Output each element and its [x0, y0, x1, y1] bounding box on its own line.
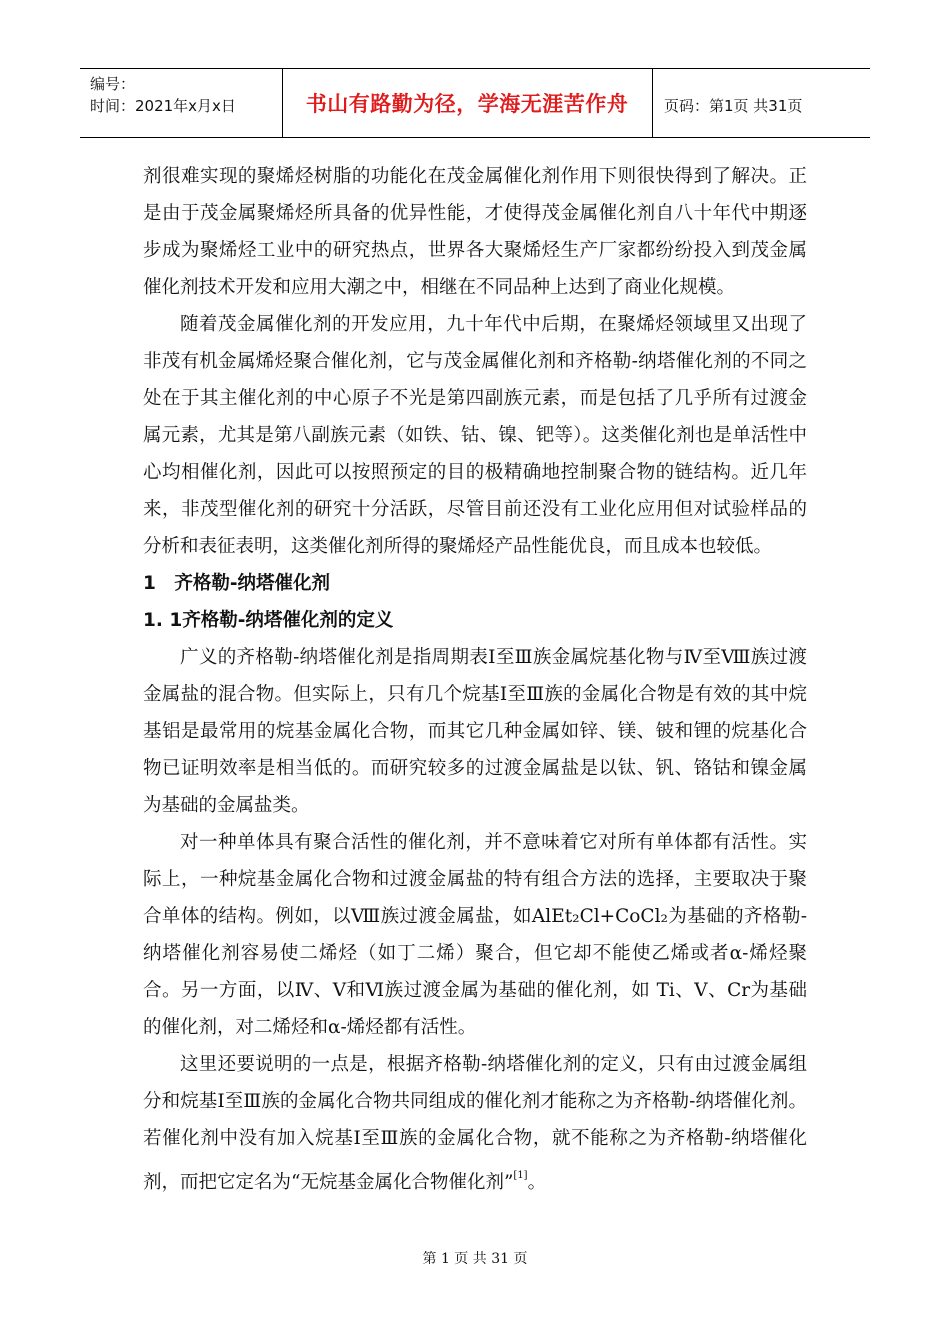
- header-motto: 书山有路勤为径，学海无涯苦作舟: [305, 92, 629, 116]
- paragraph-text: 这里还要说明的一点是，根据齐格勒-纳塔催化剂的定义，只有由过渡金属组分和烷基Ⅰ至Ⅲ族的金属化合物共同组成的催化剂才能称之为齐格勒-纳塔催化剂。若催化剂中没有加入烷基Ⅰ至Ⅲ族的金属化合物，就不能称之为齐格勒-纳塔催化剂，而把它定名为“无烷基金属化合物催化剂”: [143, 1054, 807, 1193]
- paragraph: 对一种单体具有聚合活性的催化剂，并不意味着它对所有单体都有活性。实际上，一种烷基金属化合物和过渡金属盐的特有组合方法的选择，主要取决于聚合单体的结构。例如，以Ⅷ族过渡金属盐，如AlEt₂Cl+CoCl₂为基础的齐格勒-纳塔催化剂容易使二烯烃（如丁二烯）聚合，但它却不能使乙烯或者α-烯烃聚合。另一方面，以Ⅳ、Ⅴ和Ⅵ族过渡金属为基础的催化剂，如 Ti、V、Cr为基础的催化剂，对二烯烃和α-烯烃都有活性。: [143, 832, 807, 1038]
- document-time-label: 时间：2021年x月x日: [90, 97, 236, 115]
- citation-reference[interactable]: [1]: [513, 1170, 528, 1181]
- header-page-code: 页码：第1页 共31页: [664, 97, 803, 115]
- section-heading: 1 齐格勒-纳塔催化剂: [143, 573, 331, 594]
- subsection-heading: 1. 1齐格勒-纳塔催化剂的定义: [143, 610, 394, 631]
- paragraph: 广义的齐格勒-纳塔催化剂是指周期表Ⅰ至Ⅲ族金属烷基化物与Ⅳ至Ⅷ族过渡金属盐的混合物。但实际上，只有几个烷基Ⅰ至Ⅲ族的金属化合物是有效的其中烷基铝是最常用的烷基金属化合物，而其它几种金属如锌、镁、铍和锂的烷基化合物已证明效率是相当低的。而研究较多的过渡金属盐是以钛、钒、铬钴和镍金属为基础的金属盐类。: [143, 647, 807, 816]
- paragraph: [143, 1046, 807, 1201]
- paragraph-end: 。: [527, 1172, 547, 1193]
- page-footer: 第 1 页 共 31 页: [422, 1251, 528, 1267]
- paragraph: 剂很难实现的聚烯烃树脂的功能化在茂金属催化剂作用下则很快得到了解决。正是由于茂金属聚烯烃所具备的优异性能，才使得茂金属催化剂自八十年代中期逐步成为聚烯烃工业中的研究热点，世界各大聚烯烃生产厂家都纷纷投入到茂金属催化剂技术开发和应用大潮之中，相继在不同品种上达到了商业化规模。: [143, 166, 807, 298]
- page-header: [80, 68, 870, 138]
- header-meta: [80, 69, 282, 137]
- paragraph: 随着茂金属催化剂的开发应用，九十年代中后期，在聚烯烃领域里又出现了非茂有机金属烯烃聚合催化剂，它与茂金属催化剂和齐格勒-纳塔催化剂的不同之处在于其主催化剂的中心原子不光是第四副族元素，而是包括了几乎所有过渡金属元素，尤其是第八副族元素（如铁、钴、镍、钯等）。这类催化剂也是单活性中心均相催化剂，因此可以按照预定的目的极精确地控制聚合物的链结构。近几年来，非茂型催化剂的研究十分活跃，尽管目前还没有工业化应用但对试验样品的分析和表征表明，这类催化剂所得的聚烯烃产品性能优良，而且成本也较低。: [143, 314, 807, 557]
- document-number-label: 编号：: [90, 75, 136, 93]
- document-body: [143, 158, 807, 1201]
- header-divider: [652, 69, 653, 137]
